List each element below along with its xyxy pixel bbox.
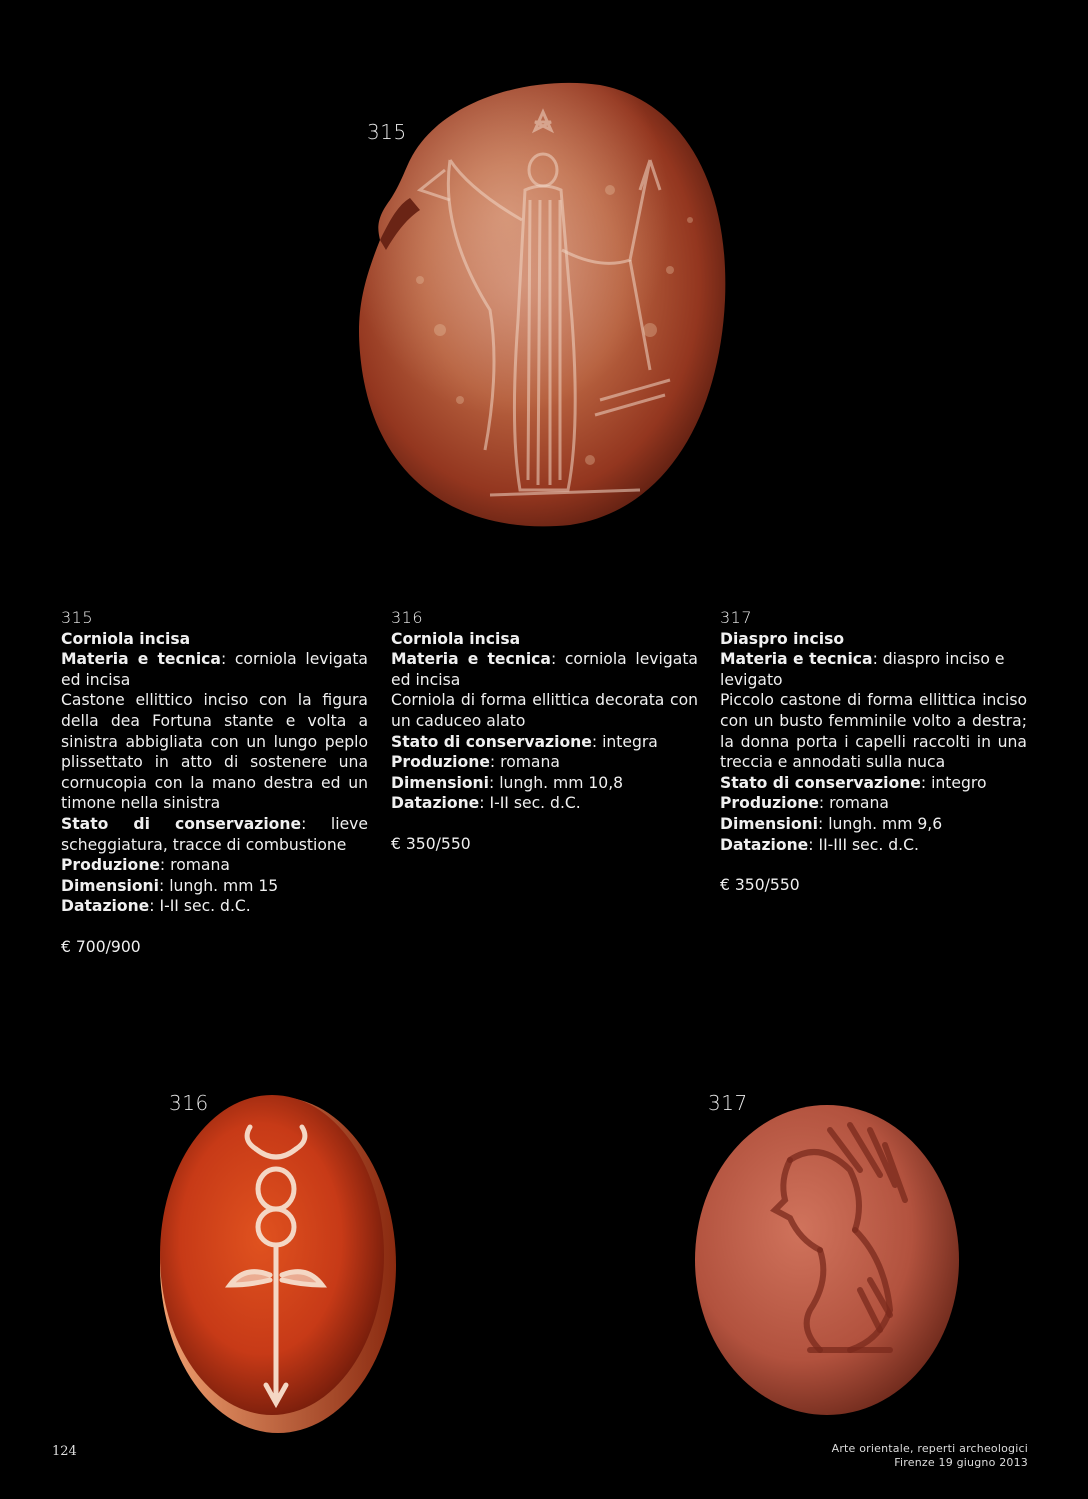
field-label: Dimensioni — [391, 773, 490, 792]
field-value: : romana — [159, 856, 230, 875]
field-value: : romana — [818, 794, 889, 813]
field-value: : corniola levigata ed incisa — [61, 650, 368, 689]
field-value: : lungh. mm 10,8 — [489, 773, 624, 792]
field-value: : corniola levigata ed incisa — [391, 650, 698, 689]
lot-number: 317 — [720, 608, 753, 627]
field-label: Datazione — [391, 794, 480, 813]
field-label: Stato di conservazione — [61, 814, 302, 833]
gem-photo-315 — [350, 70, 740, 540]
field-label: Stato di conservazione — [391, 732, 592, 751]
lot-317-description — [720, 608, 1027, 896]
field-label: Materia e tecnica — [391, 650, 551, 669]
lot-number: 315 — [61, 608, 94, 627]
field-label: Materia e tecnica — [720, 650, 873, 669]
field-label: Produzione — [720, 794, 819, 813]
catalog-title: Arte orientale, reperti archeologici — [831, 1442, 1028, 1455]
field-label: Materia e tecnica — [61, 650, 221, 669]
field-label: Dimensioni — [61, 876, 160, 895]
lot-title: Corniola incisa — [391, 629, 521, 648]
lot-316-description — [391, 608, 698, 855]
field-value: : I-II sec. d.C. — [149, 897, 251, 916]
lot-price-estimate: € 350/550 — [720, 876, 800, 895]
lot-description-text: Castone ellittico inciso con la figura della dea Fortuna stante e volta a sinistra abbigliata con un lungo peplo plissettato in atto di sostenere una cornucopia con la mano destra ed un timone nella sinistra — [61, 691, 368, 813]
field-label: Dimensioni — [720, 814, 819, 833]
gem-photo-316 — [150, 1085, 400, 1435]
field-value: : II-III sec. d.C. — [808, 835, 919, 854]
field-value: : lieve scheggiatura, tracce di combustione — [61, 814, 368, 854]
lot-price-estimate: € 350/550 — [391, 834, 471, 853]
field-label: Stato di conservazione — [720, 773, 921, 792]
photo-label-316: 316 — [169, 1091, 209, 1115]
lot-price-estimate: € 700/900 — [61, 937, 141, 956]
catalog-date: Firenze 19 giugno 2013 — [894, 1456, 1028, 1469]
field-value: : romana — [489, 753, 560, 772]
field-label: Datazione — [61, 897, 150, 916]
field-value: : lungh. mm 15 — [159, 876, 279, 895]
lot-description-text: Piccolo castone di forma ellittica inciso con un busto femminile volto a destra; la donna porta i capelli raccolti in una treccia e annodati sulla nuca — [720, 691, 1027, 772]
field-label: Datazione — [720, 835, 809, 854]
field-value: : integro — [920, 773, 987, 792]
lot-title: Diaspro inciso — [720, 629, 845, 648]
gem-photo-317 — [690, 1100, 965, 1420]
field-value: : integra — [591, 732, 658, 751]
catalog-footer — [832, 1442, 1028, 1470]
photo-label-315: 315 — [367, 120, 407, 144]
field-label: Produzione — [391, 753, 490, 772]
gem-316-body — [160, 1095, 384, 1415]
lot-description-text: Corniola di forma ellittica decorata con un caduceo alato — [391, 691, 698, 730]
field-label: Produzione — [61, 856, 160, 875]
field-value: : lungh. mm 9,6 — [818, 814, 943, 833]
field-value: : diaspro inciso e levigato — [720, 650, 1005, 689]
photo-label-317: 317 — [708, 1091, 748, 1115]
lot-title: Corniola incisa — [61, 629, 191, 648]
field-value: : I-II sec. d.C. — [479, 794, 581, 813]
lot-315-description — [61, 608, 368, 958]
page-number: 124 — [52, 1444, 77, 1459]
lot-number: 316 — [391, 608, 424, 627]
